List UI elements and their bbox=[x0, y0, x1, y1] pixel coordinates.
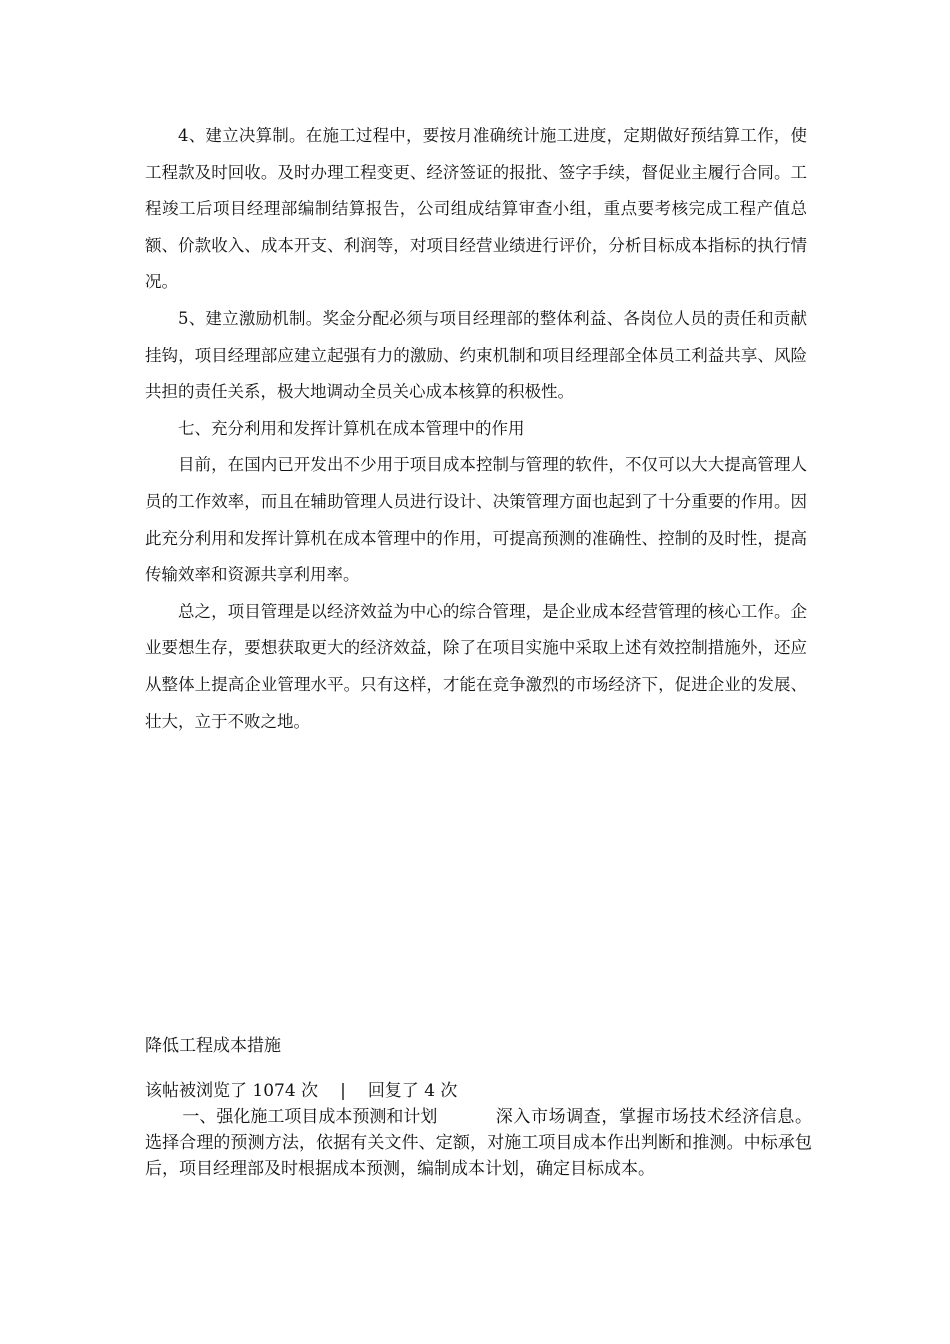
post-section-body: 深入市场调查，掌握市场技术经济信息。选择合理的预测方法，依据有关文件、定额，对施工项目成本作出判断和推测。中标承包后，项目经理部及时根据成本预测，编制成本计划，确定目标成本。 bbox=[145, 1107, 812, 1179]
section-heading-computer-use: 七、充分利用和发挥计算机在成本管理中的作用 bbox=[178, 418, 525, 438]
view-count: 该帖被浏览了 1074 次 bbox=[145, 1081, 319, 1101]
paragraph-settlement-system: 4、建立决算制。在施工过程中，要按月准确统计施工进度，定期做好预结算工作，使工程款及时回收。及时办理工程变更、经济签证的报批、签字手续，督促业主履行合同。工程竣工后项目经理部编制结算报告，公司组成结算审查小组，重点要考核完成工程产值总额、价款收入、成本开支、利润等，对项目经营业绩进行评价，分析目标成本指标的执行情况。 bbox=[145, 126, 807, 292]
reply-count: 回复了 4 次 bbox=[367, 1081, 458, 1101]
paragraph-software: 目前，在国内已开发出不少用于项目成本控制与管理的软件，不仅可以大大提高管理人员的工作效率，而且在辅助管理人员进行设计、决策管理方面也起到了十分重要的作用。因此充分利用和发挥计算机在成本管理中的作用，可提高预测的准确性、控制的及时性，提高传输效率和资源共享利用率。 bbox=[145, 455, 807, 585]
post-stats bbox=[145, 1078, 457, 1104]
post-title: 降低工程成本措施 bbox=[145, 1036, 281, 1056]
post-body bbox=[145, 1104, 812, 1182]
stats-separator: | bbox=[340, 1081, 346, 1101]
paragraph-incentive-mechanism: 5、建立激励机制。奖金分配必须与项目经理部的整体利益、各岗位人员的责任和贡献挂钩，项目经理部应建立起强有力的激励、约束机制和项目经理部全体员工利益共享、风险共担的责任关系，极大地调动全员关心成本核算的积极性。 bbox=[145, 308, 807, 402]
post-section-heading: 一、强化施工项目成本预测和计划 bbox=[182, 1107, 438, 1127]
paragraph-conclusion: 总之，项目管理是以经济效益为中心的综合管理，是企业成本经营管理的核心工作。企业要想生存，要想获取更大的经济效益，除了在项目实施中采取上述有效控制措施外，还应从整体上提高企业管理水平。只有这样，才能在竞争激烈的市场经济下，促进企业的发展、壮大，立于不败之地。 bbox=[145, 601, 807, 731]
article-body bbox=[145, 118, 807, 740]
